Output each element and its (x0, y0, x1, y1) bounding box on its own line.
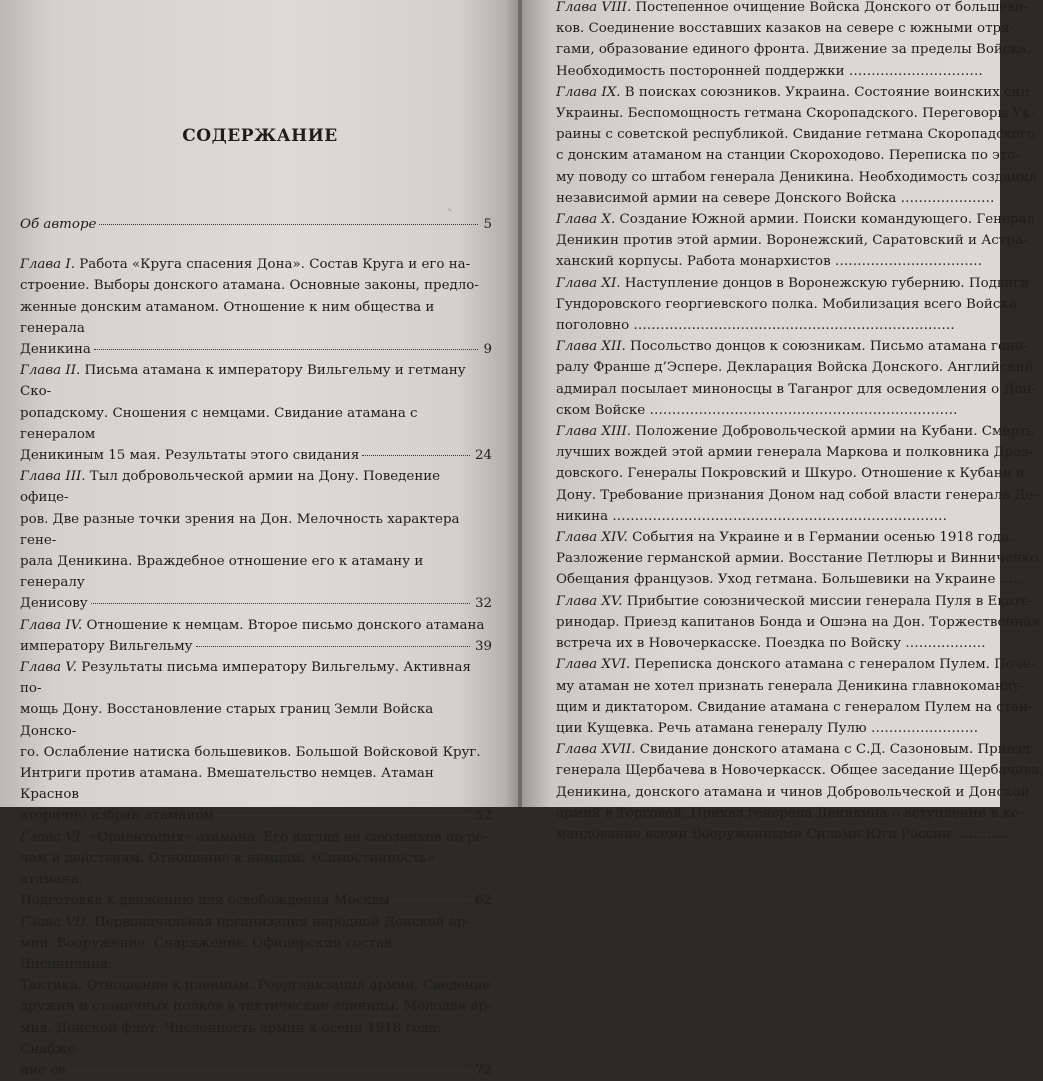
entry-text: Работа «Круга спасения Дона». Состав Круга и его на- (75, 257, 470, 272)
leader-dots (91, 603, 470, 604)
entry-text: Дону. Требование признания Доном над собой власти генерала Де- (556, 488, 1038, 503)
entry-text: гами, образование единого фронта. Движение за пределы Войска. (556, 42, 1031, 57)
entry-text: Тыл добровольческой армии на Дону. Поведение офице- (20, 469, 440, 505)
chapter-label: Глава VIII. (556, 0, 631, 15)
toc-line (20, 1060, 492, 1081)
chapter-label: Глава XII. (556, 339, 626, 354)
toc-entry (20, 657, 492, 827)
entry-text: Переписка донского атамана с генералом Пулем. Поче- (630, 657, 1035, 672)
leader-dots (196, 646, 470, 647)
chapter-label: Глава III. (20, 469, 86, 484)
toc-line: Интриги против атамана. Вмешательство немцев. Атаман Краснов (20, 763, 492, 805)
entry-text: независимой армии на севере Донского Войска ………………… (556, 191, 994, 206)
chapter-label: Глава IX. (556, 85, 621, 100)
page-number: 32 (475, 593, 492, 614)
toc-right-column (556, 0, 1026, 845)
toc-line: мощь Дону. Восстановление старых границ Земли Войска Донско- (20, 699, 492, 741)
toc-line (556, 315, 1026, 336)
entry-text: ханский корпусы. Работа монархистов …………………………… (556, 254, 982, 269)
entry-text: Подготовка к движению для освобождения Москвы (20, 890, 390, 911)
toc-line (556, 209, 1026, 230)
entry-text: адмирал посылает миноносцы в Таганрог для осведомления о Дон- (556, 382, 1036, 397)
page-number: 5 (483, 214, 492, 235)
toc-line (556, 18, 1026, 39)
toc-line (556, 782, 1026, 803)
entry-text: ринодар. Приезд капитанов Бонда и Ошэна на Дон. Торжественная (556, 615, 1040, 630)
toc-line (556, 0, 1026, 18)
toc-line (20, 445, 492, 466)
entry-text: Деникина, донского атамана и чинов Добровольческой и Донской (556, 785, 1029, 800)
toc-line (20, 360, 492, 402)
leader-dots (94, 349, 479, 350)
toc-entry (20, 827, 492, 912)
toc-line (556, 145, 1026, 166)
entry-text: ние ее (20, 1060, 66, 1081)
toc-line (556, 251, 1026, 272)
toc-line (556, 230, 1026, 251)
entry-text: раины с советской республикой. Свидание гетмана Скоропадского (556, 127, 1035, 142)
toc-entry (20, 360, 492, 466)
toc-line (20, 657, 492, 699)
entry-text: ции Кущевка. Речь атамана генералу Пулю …………………… (556, 721, 978, 736)
toc-line (556, 548, 1026, 569)
chapter-label: Глава XVI. (556, 657, 630, 672)
toc-line (556, 400, 1026, 421)
entry-text: Создание Южной армии. Поиски командующего. Генерал (615, 212, 1035, 227)
toc-line (556, 188, 1026, 209)
toc-line (556, 803, 1026, 824)
toc-line: дружин и станичных полков в тактические единицы. Молодая ар- (20, 996, 492, 1017)
entry-text: ков. Соединение восставших казаков на севере с южными отря- (556, 21, 1014, 36)
toc-line (556, 421, 1026, 442)
toc-line (20, 912, 492, 933)
toc-line (20, 254, 492, 275)
toc-line (20, 466, 492, 508)
toc-line (556, 103, 1026, 124)
toc-line: Тактика. Отношение к пленным. Реорганизация армии. Сведение (20, 975, 492, 996)
toc-line (556, 336, 1026, 357)
leader-dots (217, 815, 470, 816)
entry-text: Постепенное очищение Войска Донского от большеви- (631, 0, 1028, 15)
entry-text: Деникиным 15 мая. Результаты этого свидания (20, 445, 359, 466)
toc-line (556, 633, 1026, 654)
entry-text: му атаман не хотел признать генерала Деникина главнокоманду- (556, 679, 1025, 694)
entry-text: никина ………………………………………………………………… (556, 509, 947, 524)
chapter-label: Глава VII. (20, 915, 90, 930)
entry-text: Прибытие союзнической миссии генерала Пуля в Екате- (623, 594, 1034, 609)
toc-line (556, 718, 1026, 739)
entry-title: Об авторе (20, 214, 96, 235)
toc-line (556, 527, 1026, 548)
entry-text: с донским атаманом на станции Скороходово. Переписка по это- (556, 148, 1020, 163)
entry-text: Наступление донцов в Воронежскую губернию. Подвиги (621, 276, 1030, 291)
entry-text: Деникина (20, 339, 91, 360)
toc-line (20, 615, 492, 636)
toc-line (556, 676, 1026, 697)
chapter-label: Глава XI. (556, 276, 621, 291)
toc-line (20, 827, 492, 848)
toc-line (556, 697, 1026, 718)
chapter-label: Глава I. (20, 257, 75, 272)
entry-text: События на Украине и в Германии осенью 1918 года. (628, 530, 1013, 545)
entry-text: щим и диктатором. Свидание атамана с генералом Пулем на стан- (556, 700, 1033, 715)
toc-line (556, 739, 1026, 760)
toc-line (556, 294, 1026, 315)
entry-text: армий в Торговой. Приказ генерала Деникина о вступлении в ко- (556, 806, 1024, 821)
entry-text: ралу Франше д’Эспере. Декларация Войска Донского. Английский (556, 360, 1033, 375)
page-number: 39 (475, 636, 492, 657)
chapter-label: Глава XVII. (556, 742, 635, 757)
toc-entry (20, 615, 492, 657)
toc-line (556, 824, 1026, 845)
entry-text: Письма атамана к императору Вильгельму и гетману Ско- (20, 363, 466, 399)
entry-text: Свидание донского атамана с С.Д. Сазоновым. Приезд (635, 742, 1030, 757)
entry-text: генерала Щербачева в Новочеркасск. Общее заседание Щербачева, (556, 763, 1043, 778)
toc-line (556, 273, 1026, 294)
entry-text: поголовно ……………………………………………………………… (556, 318, 955, 333)
entry-text: Отношение к немцам. Второе письмо донского атамана (82, 618, 484, 633)
page-number: 9 (483, 339, 492, 360)
toc-line: строение. Выборы донского атамана. Основные законы, предло- (20, 275, 492, 296)
toc-line (556, 442, 1026, 463)
toc-line (20, 339, 492, 360)
entry-text: Первоначальная организация народной Донской ар- (90, 915, 470, 930)
entry-text: довского. Генералы Покровский и Шкуро. Отношение к Кубани и (556, 466, 1025, 481)
toc-line (556, 167, 1026, 188)
right-page (522, 0, 1000, 807)
toc-line (556, 39, 1026, 60)
toc-line (20, 214, 492, 235)
entry-text: «Ориентация» атамана. Его взгляд на союзников по ре- (85, 830, 488, 845)
entry-text: В поисках союзников. Украина. Состояние воинских сил (621, 85, 1029, 100)
entry-text: Гундоровского георгиевского полка. Мобилизация всего Войска (556, 297, 1017, 312)
toc-line: чам и действиям. Отношение к немцам. «Самостийность» атамана. (20, 848, 492, 890)
toc-entry (20, 214, 492, 235)
leader-dots (69, 1070, 470, 1071)
toc-line (556, 654, 1026, 675)
toc-line (556, 82, 1026, 103)
entry-text: Результаты письма императору Вильгельму. Активная по- (20, 660, 471, 696)
left-page (0, 0, 520, 807)
entry-text: Денисову (20, 593, 88, 614)
toc-line: рала Деникина. Враждебное отношение его к атаману и генералу (20, 551, 492, 593)
entry-text: Деникин против этой армии. Воронежский, Саратовский и Астра- (556, 233, 1027, 248)
chapter-label: Глава II. (20, 363, 80, 378)
chapter-label: Глава IV. (20, 618, 82, 633)
leader-dots (393, 900, 470, 901)
toc-entry (20, 466, 492, 614)
chapter-label: Глава XIV. (556, 530, 628, 545)
toc-line (556, 124, 1026, 145)
chapter-label: Глава VI. (20, 830, 85, 845)
toc-line (556, 463, 1026, 484)
toc-line (556, 612, 1026, 633)
toc-entry (20, 912, 492, 1081)
page-number: 62 (475, 890, 492, 911)
entry-text: Разложение германской армии. Восстание Петлюры и Винниченко. (556, 551, 1043, 566)
toc-line: мия. Донской флот. Численность армии к осени 1918 года. Снабже- (20, 1018, 492, 1060)
chapter-label: Глава XIII. (556, 424, 631, 439)
chapter-label: Глава X. (556, 212, 615, 227)
toc-line: мии. Вооружение. Снаряжение. Офицерский состав. Дисциплина. (20, 933, 492, 975)
toc-entry (20, 254, 492, 360)
leader-dots (99, 224, 478, 225)
toc-line: ров. Две разные точки зрения на Дон. Мелочность характера гене- (20, 509, 492, 551)
toc-line (556, 506, 1026, 527)
toc-line: го. Ослабление натиска большевиков. Большой Войсковой Круг. (20, 742, 492, 763)
toc-line: ропадскому. Сношения с немцами. Свидание атамана с генералом (20, 403, 492, 445)
toc-left-column (20, 214, 492, 1081)
page-number: 24 (475, 445, 492, 466)
entry-text: Положение Добровольческой армии на Кубани. Смерть (631, 424, 1034, 439)
print-mark: ⌞ (448, 203, 452, 213)
entry-text: Обещания французов. Уход гетмана. Большевики на Украине …… (556, 572, 1026, 587)
entry-text: Необходимость посторонней поддержки ………………………… (556, 64, 983, 79)
toc-line (20, 593, 492, 614)
entry-text: Посольство донцов к союзникам. Письмо атамана гене- (626, 339, 1027, 354)
leader-dots (362, 455, 470, 456)
entry-text: ском Войске …………………………………………………………… (556, 403, 957, 418)
entry-text: Украины. Беспомощность гетмана Скоропадского. Переговоры Ук- (556, 106, 1035, 121)
entry-gap (20, 235, 492, 254)
toc-line (556, 379, 1026, 400)
chapter-label: Глава XV. (556, 594, 623, 609)
toc-line (556, 760, 1026, 781)
toc-line (556, 569, 1026, 590)
toc-line (20, 805, 492, 826)
entry-text: мандование всеми Вооруженными Силами Юга России ………… (556, 827, 1009, 842)
page-number: 52 (475, 805, 492, 826)
entry-text: императору Вильгельму (20, 636, 193, 657)
toc-line (20, 890, 492, 911)
toc-line (556, 61, 1026, 82)
toc-line: женные донским атаманом. Отношение к ним общества и генерала (20, 297, 492, 339)
entry-text: лучших вождей этой армии генерала Маркова и полковника Дроз- (556, 445, 1033, 460)
page-number: 72 (475, 1060, 492, 1081)
chapter-label: Глава V. (20, 660, 77, 675)
entry-text: вторично избран атаманом (20, 805, 214, 826)
toc-line (20, 636, 492, 657)
page-heading: СОДЕРЖАНИЕ (0, 126, 520, 146)
toc-line (556, 485, 1026, 506)
toc-line (556, 591, 1026, 612)
entry-text: му поводу со штабом генерала Деникина. Необходимость создания (556, 170, 1037, 185)
entry-text: встреча их в Новочеркасске. Поездка по Войску ……………… (556, 636, 986, 651)
toc-line (556, 357, 1026, 378)
